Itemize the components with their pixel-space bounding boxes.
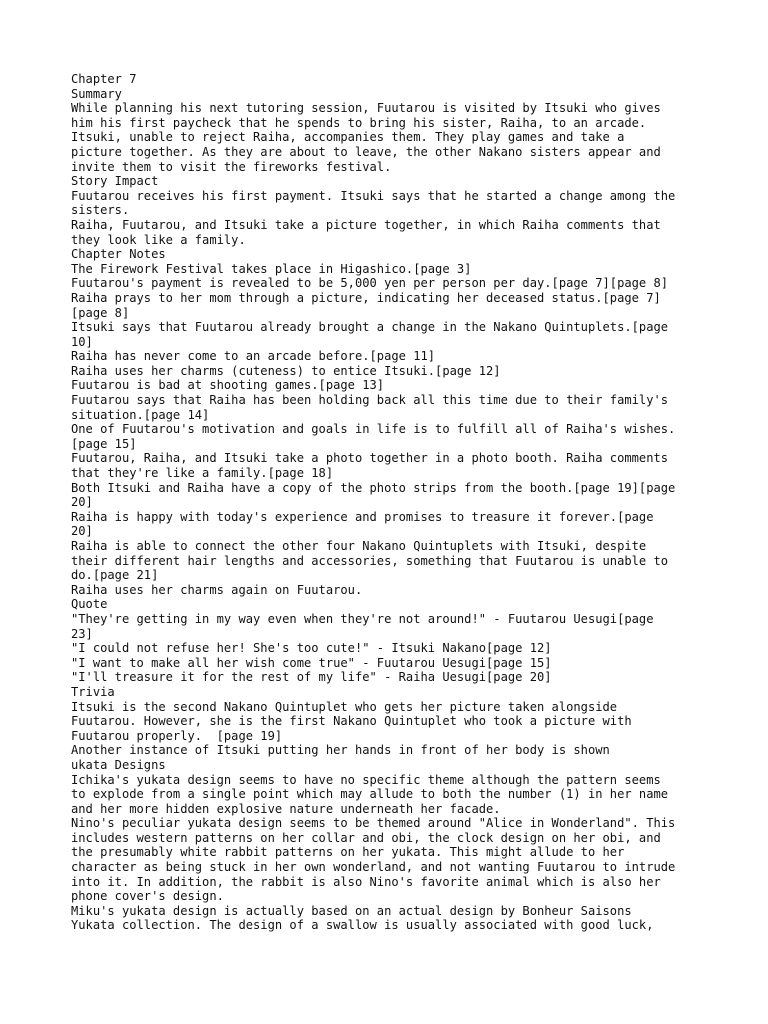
text-line: Another instance of Itsuki putting her hands in front of her body is shown [71, 743, 610, 758]
text-line: Raiha prays to her mom through a picture, indicating her deceased status.[page 7] [71, 290, 661, 305]
text-line: [page 15] [71, 436, 137, 451]
text-line: invite them to visit the fireworks festival. [71, 159, 392, 174]
text-line: Fuutarou's payment is revealed to be 5,000 yen per person per day.[page 7][page 8] [71, 276, 669, 291]
text-line: [page 8] [71, 305, 130, 320]
text-line: him his first paycheck that he spends to bring his sister, Raiha, to an arcade. [71, 115, 647, 130]
text-line: picture together. As they are about to leave, the other Nakano sisters appear and [71, 144, 661, 159]
text-line: the presumably white rabbit patterns on her yukata. This might allude to her [71, 845, 625, 860]
text-line: "They're getting in my way even when they're not around!" - Fuutarou Uesugi[page [71, 611, 654, 626]
text-line: Chapter Notes [71, 247, 166, 262]
text-line: Miku's yukata design is actually based on an actual design by Bonheur Saisons [71, 903, 632, 918]
text-line: "I'll treasure it for the rest of my life" - Raiha Uesugi[page 20] [71, 670, 552, 685]
text-line: Story Impact [71, 174, 159, 189]
text-line: While planning his next tutoring session, Fuutarou is visited by Itsuki who gives [71, 101, 661, 116]
text-line: 20] [71, 495, 93, 510]
text-line: ukata Designs [71, 757, 166, 772]
document-page [71, 72, 711, 933]
text-line: 20] [71, 524, 93, 539]
text-line: to explode from a single point which may allude to both the number (1) in her name [71, 787, 669, 802]
text-line: Summary [71, 86, 122, 101]
text-line: situation.[page 14] [71, 407, 210, 422]
text-line: Ichika's yukata design seems to have no specific theme although the pattern seems [71, 772, 661, 787]
text-line: into it. In addition, the rabbit is also Nino's favorite animal which is also her [71, 874, 661, 889]
text-line: Fuutarou. However, she is the first Nakano Quintuplet who took a picture with [71, 714, 632, 729]
text-line: Itsuki says that Fuutarou already brought a change in the Nakano Quintuplets.[page [71, 320, 669, 335]
text-line: sisters. [71, 203, 130, 218]
text-line: Raiha, Fuutarou, and Itsuki take a picture together, in which Raiha comments that [71, 217, 661, 232]
text-line: includes western patterns on her collar and obi, the clock design on her obi, and [71, 830, 661, 845]
text-line: "I want to make all her wish come true" - Fuutarou Uesugi[page 15] [71, 655, 552, 670]
text-line: Trivia [71, 684, 115, 699]
text-line: Nino's peculiar yukata design seems to be themed around "Alice in Wonderland". This [71, 816, 676, 831]
text-line: Fuutarou receives his first payment. Itsuki says that he started a change among the [71, 188, 676, 203]
text-line: 10] [71, 334, 93, 349]
text-line: that they're like a family.[page 18] [71, 466, 334, 481]
text-line: Quote [71, 597, 108, 612]
text-line: character as being stuck in her own wonderland, and not wanting Fuutarou to intrude [71, 860, 676, 875]
text-line: Raiha is happy with today's experience and promises to treasure it forever.[page [71, 509, 654, 524]
text-line: their different hair lengths and accessories, something that Fuutarou is unable to [71, 553, 669, 568]
text-line: The Firework Festival takes place in Higashico.[page 3] [71, 261, 472, 276]
text-line: Fuutarou properly. [page 19] [71, 728, 283, 743]
text-line: Fuutarou says that Raiha has been holding back all this time due to their family's [71, 393, 669, 408]
text-line: "I could not refuse her! She's too cute!" - Itsuki Nakano[page 12] [71, 641, 552, 656]
text-line: Itsuki, unable to reject Raiha, accompanies them. They play games and take a [71, 130, 625, 145]
text-line: Fuutarou is bad at shooting games.[page 13] [71, 378, 385, 393]
text-line: One of Fuutarou's motivation and goals in life is to fulfill all of Raiha's wishes. [71, 422, 676, 437]
text-line: Chapter 7 [71, 72, 137, 86]
text-line: 23] [71, 626, 93, 641]
text-line: Raiha uses her charms again on Fuutarou. [71, 582, 363, 597]
text-line: Yukata collection. The design of a swallow is usually associated with good luck, [71, 918, 654, 933]
text-line: Fuutarou, Raiha, and Itsuki take a photo together in a photo booth. Raiha comments [71, 451, 669, 466]
text-line: Raiha is able to connect the other four Nakano Quintuplets with Itsuki, despite [71, 539, 647, 553]
text-line: Itsuki is the second Nakano Quintuplet who gets her picture taken alongside [71, 699, 618, 714]
text-line: Both Itsuki and Raiha have a copy of the photo strips from the booth.[page 19][page [71, 480, 676, 495]
text-line: they look like a family. [71, 232, 246, 247]
text-line: Raiha has never come to an arcade before.[page 11] [71, 349, 436, 364]
text-line: and her more hidden explosive nature underneath her facade. [71, 801, 501, 816]
text-line: do.[page 21] [71, 568, 159, 583]
text-line: Raiha uses her charms (cuteness) to entice Itsuki.[page 12] [71, 363, 501, 378]
text-line: phone cover's design. [71, 889, 224, 904]
